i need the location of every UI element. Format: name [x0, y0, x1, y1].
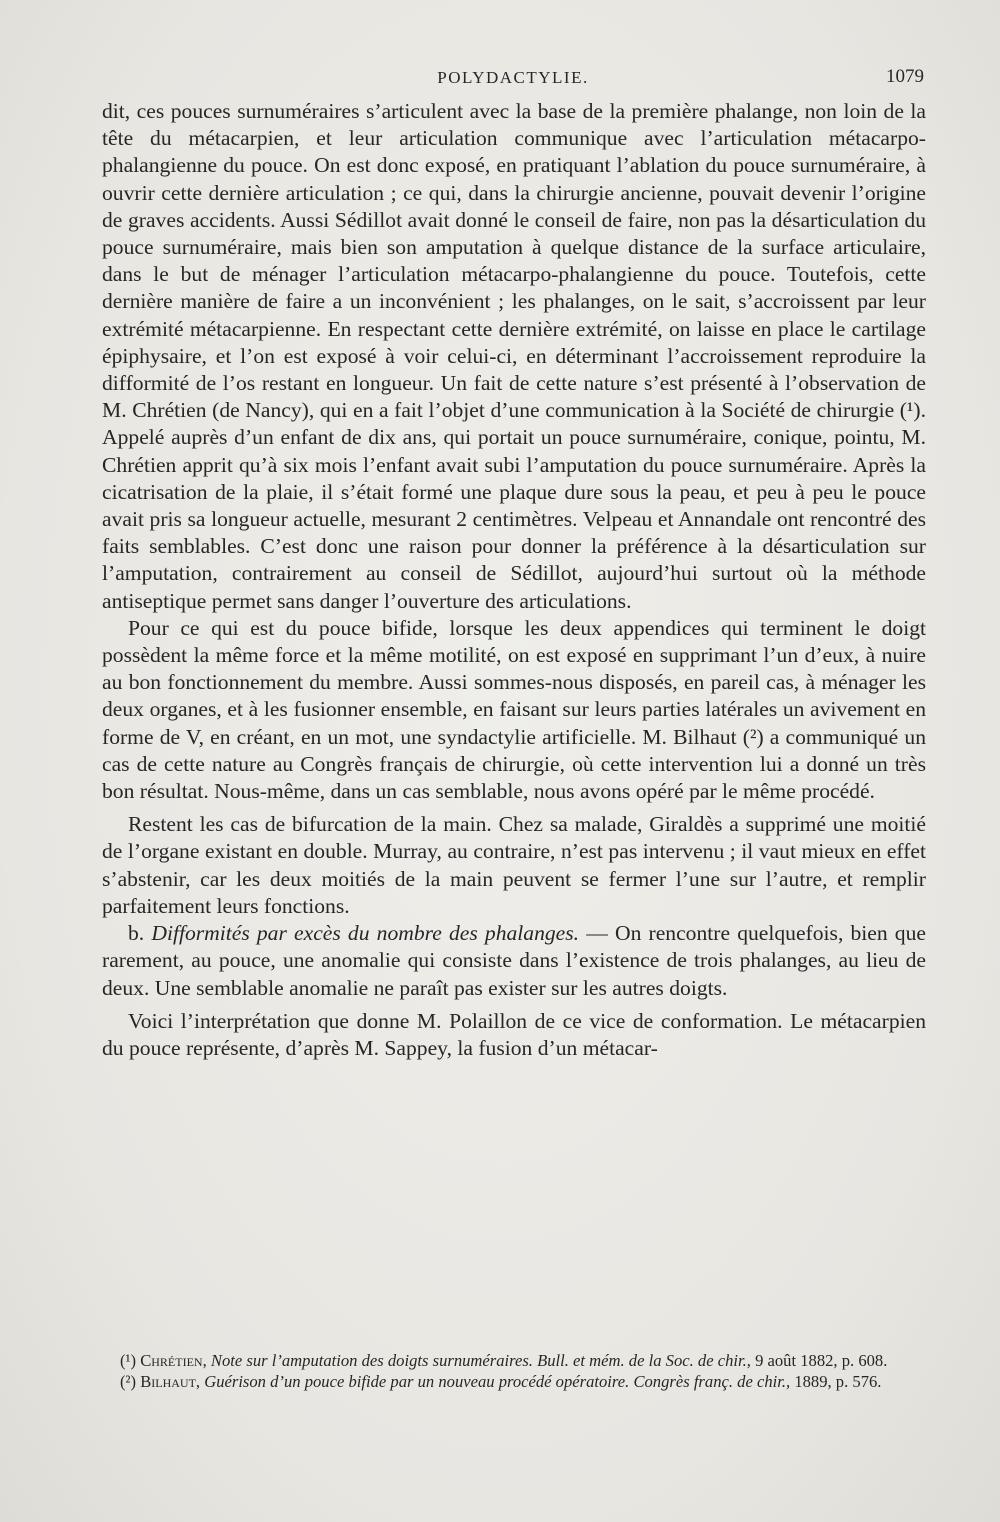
footnote-2 — [102, 1371, 930, 1392]
section-b-dash: — — [586, 921, 608, 946]
footnotes — [102, 1350, 930, 1392]
footnote-details: 1889, p. 576. — [794, 1372, 882, 1391]
footnote-details: 9 août 1882, p. 608. — [755, 1351, 888, 1370]
section-b-paragraph — [102, 920, 926, 1002]
paragraph-polaillon: Voici l’interprétation que donne M. Polaillon de ce vice de conformation. Le métacarpien du pouce représente, d’après M. Sappey, la fusion d’un métacar- — [102, 1008, 926, 1060]
page-header — [102, 62, 924, 92]
paragraph-bifurcation-main: Restent les cas de bifurcation de la main. Chez sa malade, Giraldès a supprimé une moitié de l’organe existant en double. Murray, au contraire, n’est pas intervenu ; il vaut mieux en effet s’abstenir, car les deux moitiés de la main peuvent se fermer l’une sur l’autre, et remplir parfaitement leurs fonctions. — [102, 812, 926, 918]
footnote-1 — [102, 1350, 930, 1371]
footnote-marker: (¹) — [120, 1351, 137, 1370]
footnote-journal: Congrès franç. de chir., — [633, 1372, 791, 1391]
section-b-letter: b. — [128, 921, 145, 946]
footnote-work: Note sur l’amputation des doigts surnuméraires. — [210, 1351, 533, 1370]
paragraph-pouce-bifide: Pour ce qui est du pouce bifide, lorsque les deux appendices qui terminent le doigt possèdent la même force et la même motilité, on est exposé en supprimant l’un d’eux, à nuire au bon fonctionnement du membre. Aussi sommes-nous disposés, en pareil cas, à ménager les deux organes, et à les fusionner ensemble, en faisant sur leurs parties latérales un avivement en forme de V, en créant, en un mot, une syndactylie artificielle. M. Bilhaut (²) a communiqué un cas de cette nature au Congrès français de chirurgie, où cette intervention lui a donné un très bon résultat. Nous-même, dans un cas semblable, nous avons opéré par le même procédé. — [102, 615, 926, 804]
footnote-journal: Bull. et mém. de la Soc. de chir., — [537, 1351, 751, 1370]
running-title: POLYDACTYLIE. — [437, 68, 589, 87]
main-text — [102, 98, 926, 1062]
paragraph-continuation: dit, ces pouces surnuméraires s’articulent avec la base de la première phalange, non loin de la tête du métacarpien, et leur articulation communique avec l’articulation métacarpo-phalangienne du pouce. On est donc exposé, en pratiquant l’ablation du pouce surnuméraire, à ouvrir cette dernière articulation ; ce qui, dans la chirurgie ancienne, pouvait devenir l’origine de graves accidents. Aussi Sédillot avait donné le conseil de faire, non pas la désarticulation du pouce surnuméraire, mais bien son amputation à quelque distance de la surface articulaire, dans le but de ménager l’articulation métacarpo-phalangienne du pouce. Toutefois, cette dernière manière de faire a un inconvénient ; les phalanges, on le sait, s’accroissent par leur extrémité métacarpienne. En respectant cette dernière extrémité, on laisse en place le cartilage épiphysaire, et l’on est exposé à voir celui-ci, en déterminant l’accroissement reproduire la difformité de l’os restant en longueur. Un fait de cette nature s’est présenté à l’observation de M. Chrétien (de Nancy), qui en a fait l’objet d’une communication à la Société de chirurgie (¹). Appelé auprès d’un enfant de dix ans, qui portait un pouce surnuméraire, conique, pointu, M. Chrétien apprit qu’à six mois l’enfant avait subi l’amputation du pouce surnuméraire. Après la cicatrisation de la plaie, il s’était formé une plaque dure sous la peau, et peu à peu le pouce avait pris sa longueur actuelle, mesurant 2 centimètres. Velpeau et Annandale ont rencontré des faits semblables. C’est donc une raison pour donner la préférence à la désarticulation sur l’amputation, contrairement au conseil de Sédillot, aujourd’hui surtout où la méthode antiseptique permet sans danger l’ouverture des articulations. — [102, 99, 926, 613]
section-b-text: On rencontre quelquefois, bien que rarement, au pouce, une anomalie qui consiste dans l’existence de trois phalanges, au lieu de deux. Une semblable anomalie ne paraît pas exister sur les autres doigts. — [102, 921, 926, 1000]
footnote-author: Chrétien, — [140, 1351, 207, 1370]
section-b-title: Difformités par excès du nombre des phalanges. — [151, 921, 580, 946]
footnote-work: Guérison d’un pouce bifide par un nouveau procédé opératoire. — [204, 1372, 630, 1391]
footnote-marker: (²) — [120, 1372, 137, 1391]
page-number: 1079 — [886, 66, 924, 87]
footnote-author: Bilhaut, — [140, 1372, 201, 1391]
